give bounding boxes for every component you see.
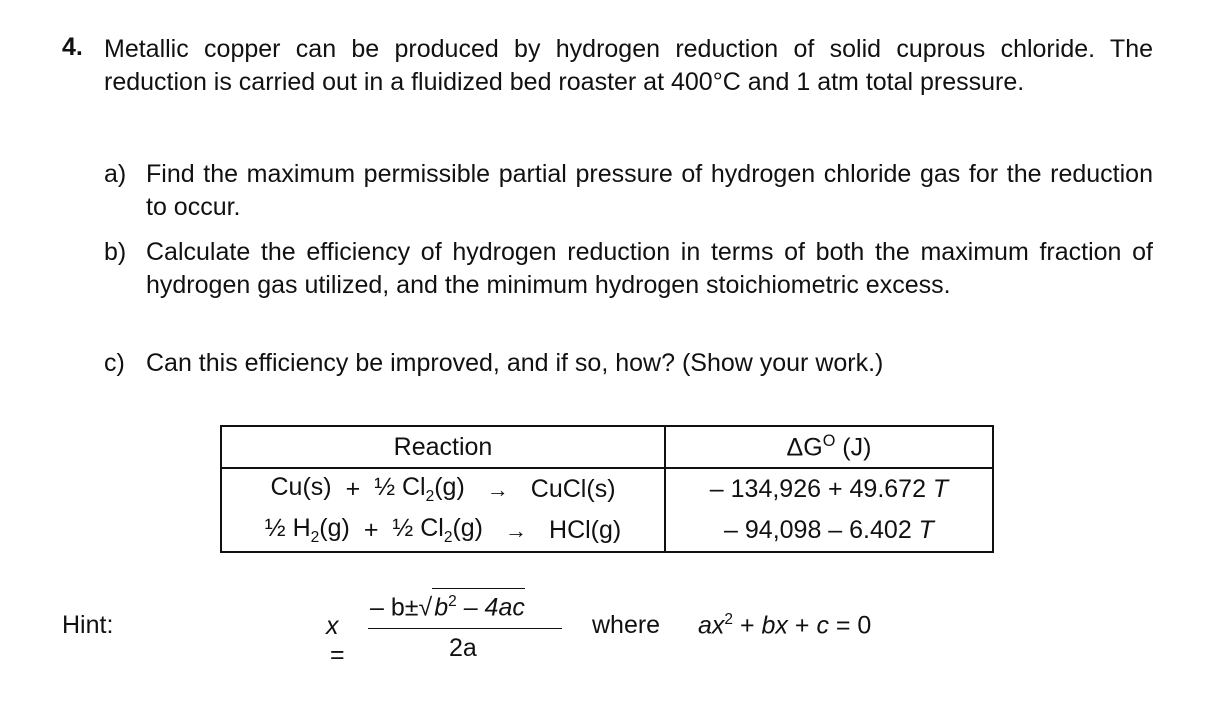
reactant-2-base: Cl xyxy=(402,473,426,501)
reactant-1-sub: 2 xyxy=(310,529,320,546)
delta-g-expr: – 134,926 + 49.672 xyxy=(709,475,933,503)
radicand-b-exp: 2 xyxy=(448,593,457,610)
header-dg-sup: O xyxy=(822,431,836,450)
question-number: 4. xyxy=(62,33,83,61)
delta-g-expr: – 94,098 – 6.402 xyxy=(724,516,919,544)
reactant-2-coef: ½ xyxy=(392,514,421,542)
header-delta-g xyxy=(665,426,993,468)
header-dg-unit: (J) xyxy=(835,433,872,462)
table-header-row xyxy=(221,426,993,468)
part-a xyxy=(104,158,1153,223)
header-reaction: Reaction xyxy=(221,426,665,468)
delta-g-cell xyxy=(665,510,993,552)
plus-sign: + xyxy=(345,475,361,503)
reactant-1-coef: ½ xyxy=(264,514,293,542)
reaction-cell xyxy=(221,510,665,552)
numerator-minus-b: – b xyxy=(370,593,405,622)
eq-bx: bx xyxy=(761,611,788,640)
part-b xyxy=(104,236,1153,301)
numerator-plus-minus: ± xyxy=(404,593,419,622)
eq-exp: 2 xyxy=(724,611,734,628)
plus-sign: + xyxy=(363,516,379,544)
header-dg-main: ΔG xyxy=(786,433,823,462)
reactant-2 xyxy=(392,514,483,547)
reactant-2-sub: 2 xyxy=(443,529,453,546)
sqrt-icon: √ xyxy=(418,593,433,622)
product: CuCl(s) xyxy=(530,475,616,503)
eq-plus-1: + xyxy=(733,611,762,640)
reactant-1-base: H xyxy=(292,514,311,542)
eq-plus-2: + xyxy=(787,611,817,640)
part-a-label: a) xyxy=(104,160,127,188)
formula-equals: = xyxy=(330,641,345,669)
part-a-text: Find the maximum permissible partial pressure of hydrogen chloride gas for the reduction to occur. xyxy=(146,160,1153,221)
radicand xyxy=(432,588,525,620)
table-row xyxy=(221,510,993,552)
reactant-1-base: Cu(s) xyxy=(270,473,332,501)
reactant-2-base: Cl xyxy=(420,514,444,542)
formula-denominator: 2a xyxy=(449,634,477,662)
fraction-bar xyxy=(368,628,562,629)
where-text: where xyxy=(592,611,661,639)
reaction-arrow: → xyxy=(486,476,509,502)
radicand-4ac: – 4ac xyxy=(456,593,525,622)
formula-x: x xyxy=(326,612,339,640)
reaction-table xyxy=(220,425,994,553)
reactant-1-tail: (g) xyxy=(319,514,350,542)
reactant-2-tail: (g) xyxy=(452,514,484,542)
part-c-text: Can this efficiency be improved, and if so, how? (Show your work.) xyxy=(146,349,884,377)
delta-g-cell xyxy=(665,468,993,510)
reaction-arrow: → xyxy=(505,517,528,543)
question-text: Metallic copper can be produced by hydrogen reduction of solid cuprous chloride. The reduction is carried out in a fluidized bed roaster at 400°C and 1 atm total pressure. xyxy=(104,35,1153,96)
radicand-b: b xyxy=(434,593,449,622)
formula-numerator xyxy=(370,588,525,622)
delta-g-var: T xyxy=(932,475,949,503)
part-b-label: b) xyxy=(104,238,127,266)
part-b-text: Calculate the efficiency of hydrogen reduction in terms of both the maximum fraction of hydrogen gas utilized, and the minimum hydrogen stoichiometric excess. xyxy=(146,238,1153,299)
formula-lhs xyxy=(326,612,345,670)
reactant-1 xyxy=(265,514,350,547)
reactant-2-coef: ½ xyxy=(374,473,402,501)
quadratic-equation xyxy=(698,611,871,640)
reactant-2 xyxy=(374,473,465,506)
part-c xyxy=(104,347,1153,380)
hint-label: Hint: xyxy=(62,611,114,639)
product: HCl(g) xyxy=(549,516,622,544)
reactant-2-sub: 2 xyxy=(425,488,435,505)
eq-ax: ax xyxy=(698,611,725,640)
eq-end: = 0 xyxy=(828,611,872,640)
eq-c: c xyxy=(816,611,829,640)
delta-g-var: T xyxy=(918,516,934,544)
part-c-label: c) xyxy=(104,349,125,377)
reaction-cell xyxy=(221,468,665,510)
table-row xyxy=(221,468,993,510)
reactant-2-tail: (g) xyxy=(434,473,465,501)
reactant-1 xyxy=(270,473,331,506)
